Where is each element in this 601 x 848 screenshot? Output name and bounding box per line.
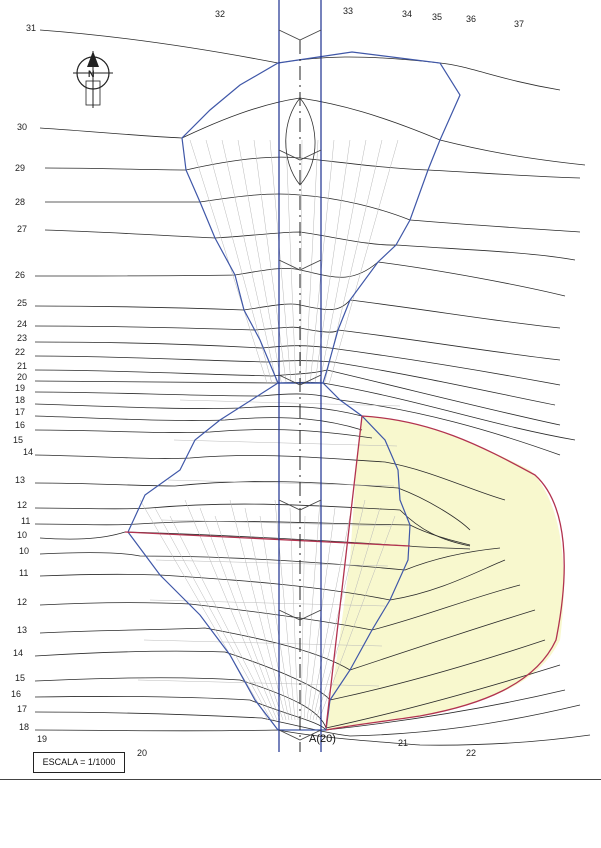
- grid-line: [260, 516, 292, 720]
- contour-label: 20: [17, 372, 28, 382]
- contour-label: 28: [15, 197, 26, 207]
- contour-label: 27: [17, 224, 28, 234]
- grid-line: [275, 500, 295, 720]
- contour-label: 23: [17, 333, 28, 343]
- contour-line: [45, 157, 580, 178]
- contour-label: 32: [215, 9, 226, 19]
- contour-label: 25: [17, 298, 28, 308]
- contour-line: [35, 342, 560, 385]
- fill-area: [326, 416, 564, 730]
- contour-label: 14: [23, 447, 34, 457]
- contour-label: 29: [15, 163, 26, 173]
- contour-line: [40, 98, 585, 165]
- contour-label: 12: [17, 597, 28, 607]
- grid-line: [329, 140, 398, 383]
- bottom-contour-labels: [398, 738, 476, 758]
- contour-label: 19: [37, 734, 48, 744]
- grid-line: [155, 508, 271, 720]
- contour-label: 33: [343, 6, 354, 16]
- point-a-label: A(20): [309, 733, 336, 745]
- contour-label: 13: [17, 625, 28, 635]
- north-label: N: [88, 69, 95, 79]
- page-divider: [0, 779, 601, 780]
- station-marker: [279, 30, 321, 40]
- contour-label: 31: [26, 23, 37, 33]
- contour-label: 22: [15, 347, 26, 357]
- grid-line: [310, 140, 334, 383]
- north-arrow-icon: [73, 51, 113, 108]
- contour-label: 12: [17, 500, 28, 510]
- contour-label: 35: [432, 12, 443, 22]
- contour-label: 17: [17, 704, 28, 714]
- grid-line: [315, 140, 350, 383]
- scale-label: ESCALA = 1/1000: [33, 752, 125, 773]
- contour-label: 17: [15, 407, 26, 417]
- contour-label: 18: [19, 722, 30, 732]
- contour-line: [45, 230, 575, 260]
- contour-label: 15: [15, 673, 26, 683]
- grid-line: [170, 516, 274, 720]
- contour-label: 15: [13, 435, 24, 445]
- grid-line: [140, 500, 268, 720]
- contour-label: 16: [11, 689, 22, 699]
- contour-line: [35, 404, 362, 416]
- contour-label: 37: [514, 19, 525, 29]
- contour-label: 20: [137, 748, 148, 758]
- contour-label: 18: [15, 395, 26, 405]
- contour-label: 21: [398, 738, 409, 748]
- contour-label: 24: [17, 319, 28, 329]
- contour-line: [35, 392, 560, 455]
- contour-line: [45, 194, 580, 232]
- contour-label: 34: [402, 9, 413, 19]
- grid-line: [301, 140, 302, 383]
- contour-label: 19: [15, 383, 26, 393]
- contour-line: [35, 416, 362, 430]
- contour-label: 16: [15, 420, 26, 430]
- top-contour-labels: [215, 6, 524, 29]
- contour-label: 14: [13, 648, 24, 658]
- contour-label: 13: [15, 475, 26, 485]
- contour-label: 26: [15, 270, 26, 280]
- contour-label: 11: [19, 568, 29, 578]
- contour-label: 11: [21, 516, 31, 526]
- contour-line: [35, 300, 560, 328]
- contour-label: 10: [17, 530, 28, 540]
- grid-line: [238, 140, 281, 383]
- grid-line: [185, 500, 277, 720]
- left-contour-labels: [11, 23, 147, 758]
- contour-line: [35, 370, 560, 425]
- contour-label: 30: [17, 122, 28, 132]
- contour-label: 10: [19, 546, 30, 556]
- contour-label: 21: [17, 361, 28, 371]
- contour-label: 36: [466, 14, 477, 24]
- contour-label: 22: [466, 748, 477, 758]
- grid-line: [180, 400, 400, 406]
- grid-line: [320, 140, 366, 383]
